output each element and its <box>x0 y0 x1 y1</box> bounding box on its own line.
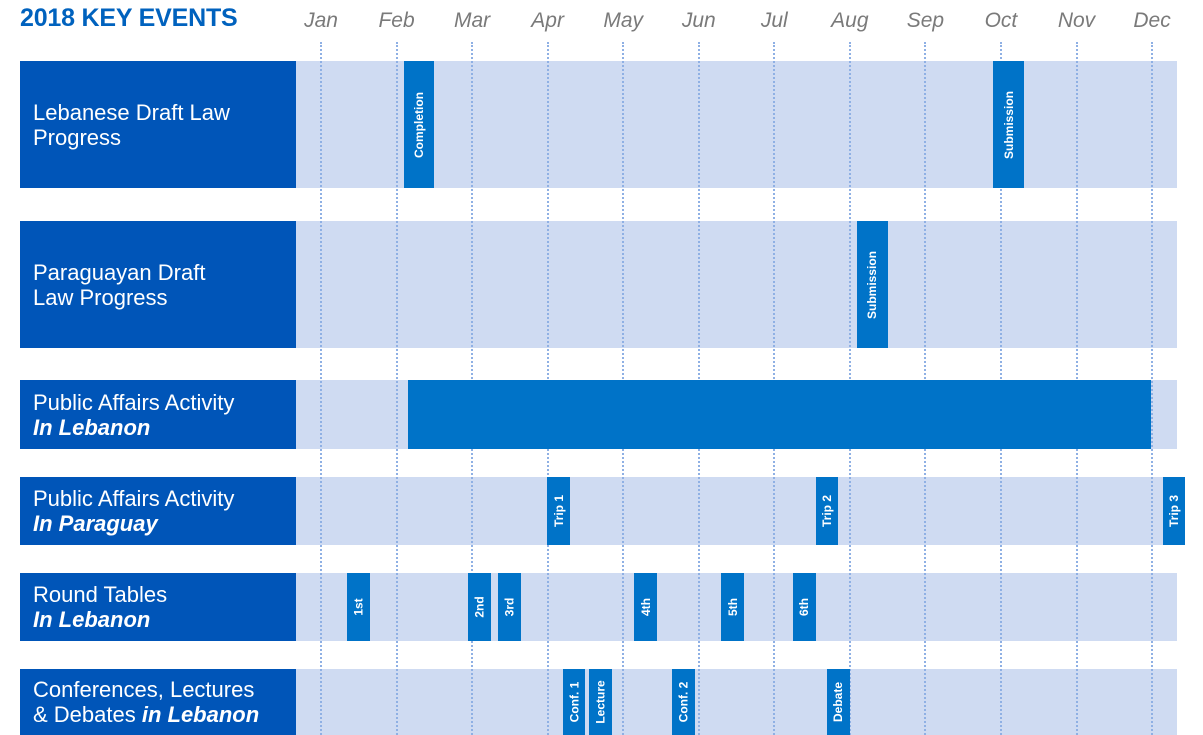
event-bar <box>408 380 1151 449</box>
event-bar <box>404 61 434 188</box>
month-label: Dec <box>1133 9 1171 32</box>
month-label: Oct <box>984 9 1018 32</box>
row-track <box>296 669 1177 735</box>
event-label: Submission <box>865 250 880 319</box>
event-bar <box>547 477 570 545</box>
month-label: Aug <box>831 9 869 32</box>
event-bar <box>672 669 695 735</box>
event-bar <box>793 573 816 641</box>
row-label-line: Lebanese Draft Law <box>33 99 230 125</box>
row-label-line <box>33 511 296 536</box>
month-gridline <box>396 42 398 735</box>
event-label: Trip 1 <box>551 494 566 528</box>
row-label-line: Round Tables <box>33 582 168 607</box>
event-label: 1st <box>351 598 366 616</box>
row-label-line: Progress <box>33 124 122 150</box>
event-label: 2nd <box>472 596 487 618</box>
event-bar <box>347 573 370 641</box>
event-label: Conf. 1 <box>566 681 581 723</box>
event-bar <box>498 573 521 641</box>
event-bar <box>634 573 657 641</box>
row-label-emphasis: In Lebanon <box>33 414 151 440</box>
row-label <box>20 477 296 545</box>
event-label: 3rd <box>502 597 517 617</box>
row-label <box>20 573 296 641</box>
row-label-line: Conferences, Lectures <box>33 677 255 702</box>
event-bar <box>721 573 744 641</box>
month-label: Apr <box>531 9 564 32</box>
month-gridline <box>320 42 322 735</box>
row-label-line <box>33 607 296 632</box>
month-label: Jul <box>760 9 788 32</box>
event-bar <box>563 669 586 735</box>
row-label <box>20 669 296 735</box>
row-label-emphasis: in Lebanon <box>141 702 260 727</box>
month-gridline <box>1151 42 1153 735</box>
row-label-emphasis: In Paraguay <box>33 511 158 536</box>
event-bar <box>1163 477 1186 545</box>
row-label-line: Law Progress <box>33 284 168 310</box>
event-bar <box>468 573 491 641</box>
event-label: Trip 2 <box>820 494 835 528</box>
event-label: 6th <box>797 598 812 616</box>
month-label: Mar <box>454 9 491 32</box>
row-label-line: Paraguayan Draft <box>33 259 206 285</box>
month-label: May <box>603 9 644 32</box>
row-label <box>20 380 296 449</box>
month-label: Nov <box>1057 9 1096 32</box>
month-label: Sep <box>906 9 945 32</box>
row-track <box>296 477 1177 545</box>
event-label: Submission <box>1001 90 1016 159</box>
event-bar <box>827 669 850 735</box>
event-bar <box>589 669 612 735</box>
month-label: Jan <box>304 9 338 32</box>
row-label-line: Public Affairs Activity <box>33 486 235 511</box>
event-label: Conf. 2 <box>676 681 691 723</box>
row-track <box>296 221 1177 348</box>
event-bar <box>857 221 887 348</box>
event-bar <box>993 61 1023 188</box>
month-label: Jun <box>681 9 716 32</box>
event-label: Completion <box>411 91 426 158</box>
event-label: 5th <box>725 598 740 616</box>
event-label: 4th <box>638 598 653 616</box>
chart-title: 2018 KEY EVENTS <box>20 4 238 32</box>
event-bar <box>816 477 839 545</box>
row-label <box>20 61 296 188</box>
month-label: Feb <box>378 9 415 32</box>
row-label-emphasis: In Lebanon <box>33 607 151 632</box>
event-label: Lecture <box>593 680 608 724</box>
row-label-line <box>33 702 296 727</box>
row-label-line <box>33 415 296 440</box>
event-label: Debate <box>831 681 846 723</box>
row-label-line: Public Affairs Activity <box>33 389 235 415</box>
row-label-prefix: & Debates <box>33 702 142 727</box>
event-label: Trip 3 <box>1167 494 1182 528</box>
row-label <box>20 221 296 348</box>
